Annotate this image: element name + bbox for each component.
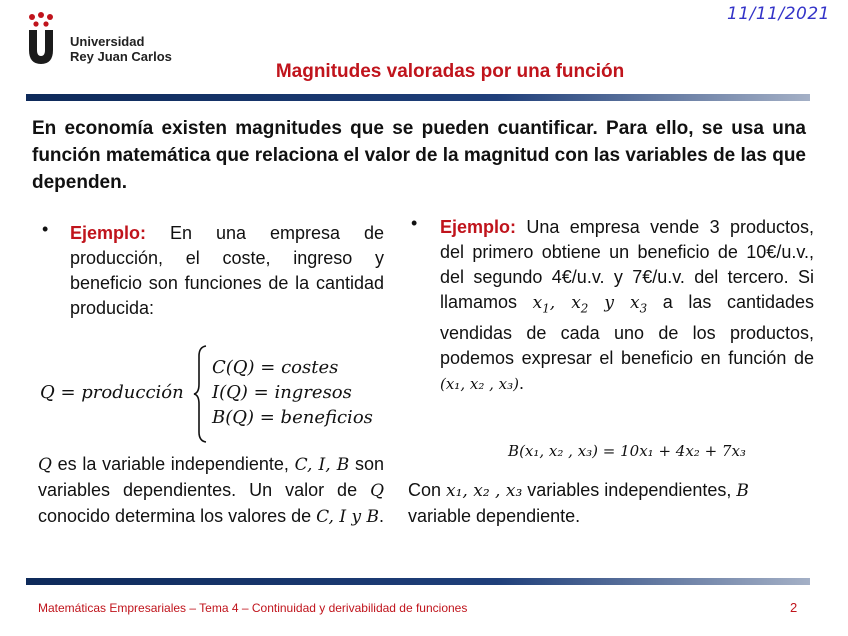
footer-text: Matemáticas Empresariales – Tema 4 – Continuidad y derivabilidad de funciones <box>38 601 468 615</box>
x1-sub: 1 <box>542 301 550 316</box>
left-brace-icon <box>192 344 208 444</box>
left-example-text: En una empresa de producción, el coste, ingreso y beneficio son funciones de la cantidad producida: <box>70 223 384 318</box>
con-b: B <box>736 481 749 501</box>
slide-title: Magnitudes valoradas por una función <box>275 61 625 82</box>
con-end: variable dependiente. <box>408 506 581 526</box>
x3-base: y x <box>588 293 640 313</box>
header-divider <box>26 94 810 101</box>
university-line2: Rey Juan Carlos <box>70 49 172 64</box>
left-conclusion-end: . <box>379 506 385 526</box>
bullet-right: • <box>411 213 418 233</box>
university-logo-icon <box>26 12 56 64</box>
left-conclusion <box>38 452 384 530</box>
x3-sub: 3 <box>639 301 648 316</box>
var-q2: Q <box>370 481 384 501</box>
var-q: Q <box>38 455 52 475</box>
system-line-cost: C(Q) = costes <box>212 357 339 378</box>
math-x1 <box>532 293 648 316</box>
right-text-2: a las cantidades vendidas de cada uno de los productos, podemos expresar el beneficio en función de <box>440 292 815 369</box>
left-conclusion-text-3: conocido determina los valores de <box>38 506 317 526</box>
bullet-left: • <box>42 219 49 239</box>
university-name <box>70 34 172 64</box>
con-start: Con <box>408 480 447 500</box>
system-lhs: Q = producción <box>40 382 184 403</box>
var-values: C, I y B <box>316 507 379 527</box>
right-conclusion <box>408 478 814 529</box>
x1-base: x <box>532 293 543 313</box>
handwritten-date: 11/11/2021 <box>727 4 830 24</box>
right-text-3: . <box>518 373 524 394</box>
con-vars: x₁, x₂ , x₃ <box>446 481 523 501</box>
system-line-income: I(Q) = ingresos <box>212 382 352 403</box>
var-cib: C, I, B <box>294 455 350 475</box>
con-mid: variables independientes, <box>522 480 737 500</box>
university-line1: Universidad <box>70 34 145 49</box>
footer-divider <box>26 578 810 585</box>
left-conclusion-text-2: son variables dependientes. Un valor de <box>38 454 384 500</box>
system-line-profit: B(Q) = beneficios <box>212 407 373 428</box>
left-example <box>70 221 384 321</box>
left-example-label: Ejemplo: <box>70 223 147 243</box>
intro-paragraph: En economía existen magnitudes que se pueden cuantificar. Para ello, se usa una función matemática que relaciona el valor de la magnitud con las variables de las que dependen. <box>32 118 806 193</box>
function-args: (x₁, x₂ , x₃) <box>440 375 519 394</box>
x2-base: , x <box>549 293 581 313</box>
right-example <box>440 215 814 397</box>
profit-formula: B(x₁, x₂ , x₃) = 10x₁ + 4x₂ + 7x₃ <box>508 442 746 460</box>
system-lines <box>212 355 373 430</box>
left-conclusion-text-1: es la variable independiente, <box>51 454 295 474</box>
right-text-1: Una empresa vende 3 productos, del primero obtiene un beneficio de 10€/u.v., del segundo 4€/u.v. y 7€/u.v. del tercero. Si llamamos <box>440 217 814 312</box>
page-number: 2 <box>790 600 798 615</box>
right-example-label: Ejemplo: <box>440 217 517 237</box>
x2-sub: 2 <box>580 301 589 316</box>
